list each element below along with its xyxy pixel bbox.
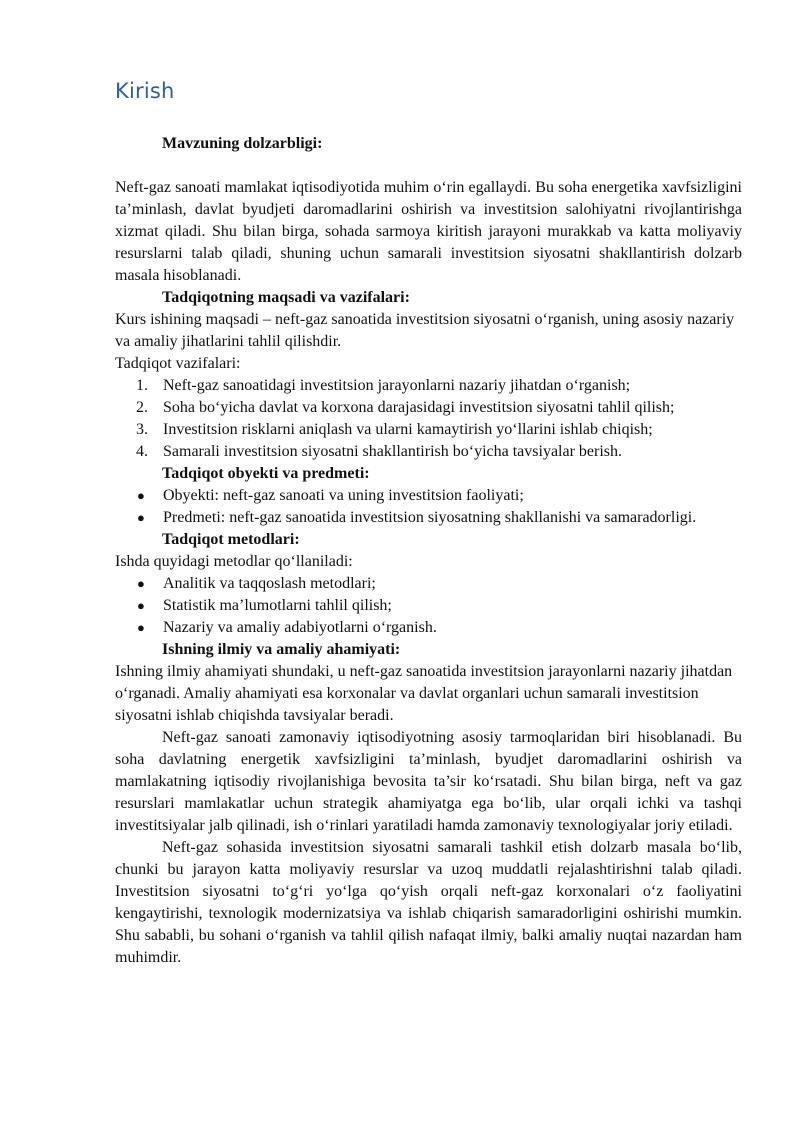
- list-item-text: Predmeti: neft-gaz sanoatida investitsion siyosatning shakllanishi va samaradorligi.: [163, 509, 697, 526]
- list-item: [115, 441, 742, 463]
- list-item-text: Neft-gaz sanoatidagi investitsion jarayonlarni nazariy jihatdan o‘rganish;: [163, 377, 631, 394]
- bullet-icon: ●: [137, 576, 145, 591]
- document-page: [115, 74, 742, 969]
- list-item: [115, 507, 742, 529]
- list-item-text: Samarali investitsion siyosatni shakllantirish bo‘yicha tavsiyalar berish.: [163, 443, 623, 460]
- list-item: [115, 485, 742, 507]
- list-item-text: Investitsion risklarni aniqlash va ularni kamaytirish yo‘llarini ishlab chiqish;: [163, 421, 653, 438]
- list-item: [115, 419, 742, 441]
- list-item-text: Obyekti: neft-gaz sanoati va uning investitsion faoliyati;: [163, 487, 524, 504]
- significance-paragraph-1: Ishning ilmiy ahamiyati shundaki, u neft-gaz sanoatida investitsion jarayonlarni nazariy jihatdan o‘rganadi. Amaliy ahamiyati esa korxonalar va davlat organlari uchun samarali investitsion siyosatni ishlab chiqishda tavsiyalar beradi.: [115, 663, 733, 724]
- section-title-object: Tadqiqot obyekti va predmeti:: [162, 465, 370, 482]
- section-title-relevance: Mavzuning dolzarbligi:: [162, 135, 323, 152]
- bullet-icon: ●: [137, 510, 145, 525]
- list-number: 2.: [136, 399, 148, 416]
- significance-paragraph-2: Neft-gaz sanoati zamonaviy iqtisodiyotning asosiy tarmoqlaridan biri hisoblanadi. Bu soha davlatning energetik xavfsizligini ta’minlash, byudjet daromadlarini oshirish va mamlakatning iqtisodiy rivojlanishiga bevosita ta’sir ko‘rsatadi. Shu bilan birga, neft va gaz resurslari mamlakatlar uchun strategik ahamiyatga ega bo‘lib, ular orqali ichki va tashqi investitsiyalar jalb qilinadi, ish o‘rinlari yaratiladi hamda zamonaviy texnologiyalar joriy etiladi.: [115, 729, 742, 834]
- methods-list: [115, 573, 742, 639]
- section-title-methods: Tadqiqot metodlari:: [162, 531, 300, 548]
- section-title-significance: Ishning ilmiy va amaliy ahamiyati:: [162, 641, 401, 658]
- list-item: [115, 617, 742, 639]
- list-number: 1.: [136, 377, 148, 394]
- tasks-list: [115, 375, 742, 463]
- bullet-icon: ●: [137, 488, 145, 503]
- section-title-goals: Tadqiqotning maqsadi va vazifalari:: [162, 289, 410, 306]
- list-item: [115, 573, 742, 595]
- list-item: [115, 375, 742, 397]
- tasks-intro: Tadqiqot vazifalari:: [115, 355, 241, 372]
- list-item-text: Analitik va taqqoslash metodlari;: [163, 575, 376, 592]
- goals-paragraph: Kurs ishining maqsadi – neft-gaz sanoatida investitsion siyosatni o‘rganish, uning asosiy nazariy va amaliy jihatlarini tahlil qilishdir.: [115, 311, 735, 350]
- list-item-text: Soha bo‘yicha davlat va korxona darajasidagi investitsion siyosatni tahlil qilish;: [163, 399, 675, 416]
- bullet-icon: ●: [137, 598, 145, 613]
- list-item: [115, 595, 742, 617]
- list-item: [115, 397, 742, 419]
- methods-intro: Ishda quyidagi metodlar qo‘llaniladi:: [115, 553, 353, 570]
- object-list: [115, 485, 742, 529]
- bullet-icon: ●: [137, 620, 145, 635]
- list-item-text: Nazariy va amaliy adabiyotlarni o‘rganish.: [163, 619, 437, 636]
- list-item-text: Statistik ma’lumotlarni tahlil qilish;: [163, 597, 392, 614]
- list-number: 3.: [136, 421, 148, 438]
- significance-paragraph-3: Neft-gaz sohasida investitsion siyosatni samarali tashkil etish dolzarb masala bo‘lib, chunki bu jarayon katta moliyaviy resurslar va uzoq muddatli rejalashtirishni talab qiladi. Investitsion siyosatni to‘g‘ri yo‘lga qo‘yish orqali neft-gaz korxonalari o‘z faoliyatini kengaytirishi, texnologik modernizatsiya va ishlab chiqarish samaradorligini oshirishi mumkin. Shu sababli, bu sohani o‘rganish va tahlil qilish nafaqat ilmiy, balki amaliy nuqtai nazardan ham muhimdir.: [115, 839, 742, 966]
- relevance-paragraph: Neft-gaz sanoati mamlakat iqtisodiyotida muhim o‘rin egallaydi. Bu soha energetika xavfsizligini ta’minlash, davlat byudjeti daromadlarini oshirish va investitsion salohiyatni rivojlantirishga xizmat qiladi. Shu bilan birga, sohada sarmoya kiritish jarayoni murakkab va katta moliyaviy resurslarni talab qiladi, shuning uchun samarali investitsion siyosatni shakllantirish dolzarb masala hisoblanadi.: [115, 179, 742, 284]
- list-number: 4.: [136, 443, 148, 460]
- page-heading: Kirish: [115, 79, 175, 103]
